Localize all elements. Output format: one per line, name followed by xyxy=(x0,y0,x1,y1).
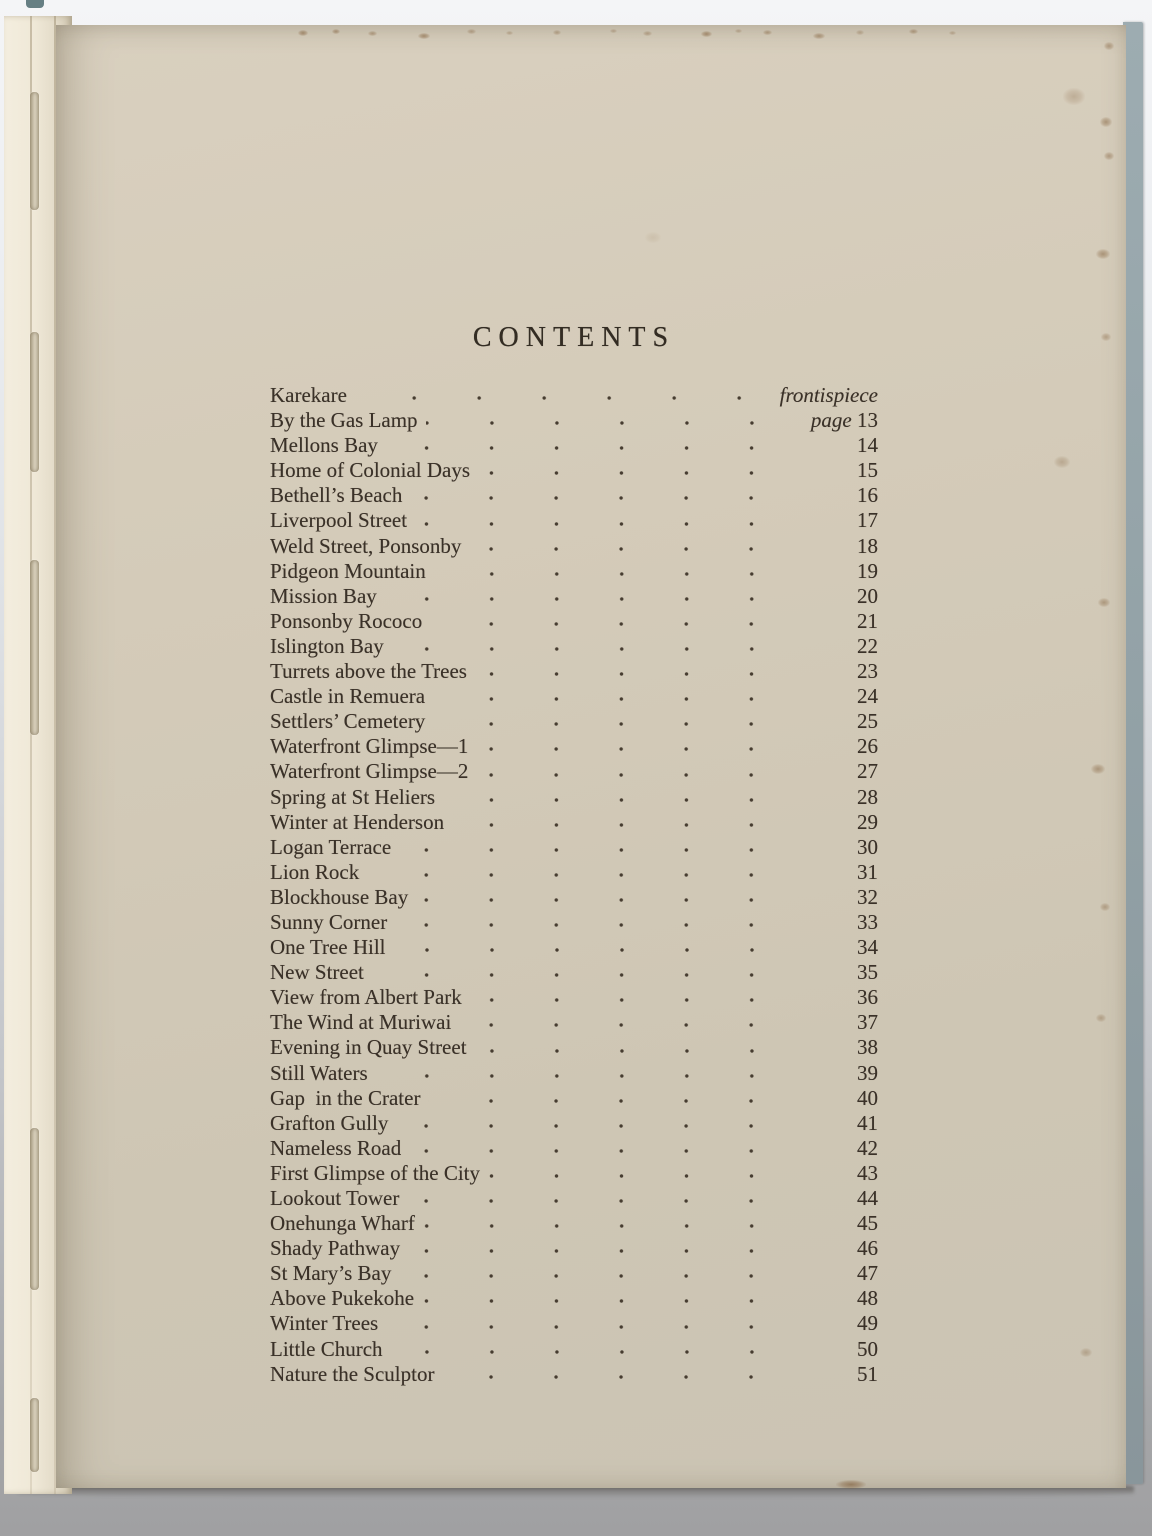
leader-dots xyxy=(392,634,786,659)
entry-page-number: 43 xyxy=(857,1160,878,1185)
entry-title: St Mary’s Bay xyxy=(270,1261,392,1286)
entry-page-number: 42 xyxy=(857,1135,878,1160)
cover-board-edge xyxy=(1123,22,1143,1484)
leader-dots xyxy=(391,1337,786,1362)
toc-row xyxy=(270,835,878,860)
entry-title: Onehunga Wharf xyxy=(270,1211,415,1236)
leader-dots xyxy=(430,609,786,634)
toc-row xyxy=(270,483,878,508)
entry-page-number: 29 xyxy=(857,809,878,834)
entry-title: Above Pukekohe xyxy=(270,1286,415,1311)
toc-row xyxy=(270,759,878,784)
entry-page-number: 24 xyxy=(857,684,878,709)
entry-title: Spring at St Heliers xyxy=(270,784,436,809)
toc-row xyxy=(270,1010,878,1035)
toc-row xyxy=(270,383,878,408)
binding-stitch xyxy=(30,332,39,472)
binding-stitch xyxy=(30,1398,39,1472)
entry-title: Little Church xyxy=(270,1336,383,1361)
leader-dots xyxy=(433,684,786,709)
leader-dots xyxy=(395,910,786,935)
entry-title: Islington Bay xyxy=(270,633,384,658)
entry-title: Home of Colonial Days xyxy=(270,458,471,483)
entry-title: New Street xyxy=(270,960,364,985)
toc-row xyxy=(270,734,878,759)
leader-dots xyxy=(376,1061,786,1086)
leader-dots xyxy=(416,885,786,910)
toc-row xyxy=(270,534,878,559)
leader-dots xyxy=(476,759,786,784)
entry-title: Grafton Gully xyxy=(270,1110,389,1135)
leader-dots xyxy=(433,709,786,734)
toc-row xyxy=(270,785,878,810)
entry-page-number: 39 xyxy=(857,1060,878,1085)
entry-page-number: 23 xyxy=(857,659,878,684)
entry-title: Logan Terrace xyxy=(270,834,392,859)
toc-row xyxy=(270,960,878,985)
entry-title: Sunny Corner xyxy=(270,909,388,934)
toc-row xyxy=(270,559,878,584)
entry-page-number: 41 xyxy=(857,1110,878,1135)
toc-row xyxy=(270,1061,878,1086)
leader-dots xyxy=(452,810,786,835)
entry-title: Karekare xyxy=(270,383,347,407)
entry-page-number: 36 xyxy=(857,985,878,1010)
toc-row xyxy=(270,935,878,960)
leader-dots xyxy=(434,559,786,584)
entry-page-number: 47 xyxy=(857,1261,878,1286)
leader-dots xyxy=(469,534,786,559)
entry-title: Ponsonby Rococo xyxy=(270,608,423,633)
entry-title: Waterfront Glimpse—2 xyxy=(270,759,469,784)
entry-title: Turrets above the Trees xyxy=(270,659,467,684)
entry-title: Mellons Bay xyxy=(270,433,378,458)
entry-page-number: 14 xyxy=(857,433,878,458)
entry-page-number: 31 xyxy=(857,859,878,884)
leader-dots xyxy=(385,584,786,609)
entry-page-number: 33 xyxy=(857,909,878,934)
entry-page-number: 25 xyxy=(857,709,878,734)
leader-dots xyxy=(407,1186,786,1211)
entry-page-number: 17 xyxy=(857,508,878,533)
entry-page-number: 21 xyxy=(857,608,878,633)
entry-page-number: 34 xyxy=(857,935,878,960)
entry-page-number: 18 xyxy=(857,533,878,558)
entry-title: Lion Rock xyxy=(270,859,360,884)
toc-row xyxy=(270,1111,878,1136)
leader-dots xyxy=(459,1010,786,1035)
leader-dots xyxy=(409,1136,786,1161)
leader-dots xyxy=(422,1286,786,1311)
binding-stitch xyxy=(30,92,39,210)
entry-title: The Wind at Muriwai xyxy=(270,1010,452,1035)
toc-row xyxy=(270,860,878,885)
toc-row xyxy=(270,910,878,935)
leader-dots xyxy=(367,860,786,885)
entry-page-number: frontispiece xyxy=(779,383,878,407)
leader-dots xyxy=(470,985,786,1010)
leader-dots xyxy=(399,835,786,860)
leader-dots xyxy=(488,1161,786,1186)
entry-title: View from Albert Park xyxy=(270,985,462,1010)
leader-dots xyxy=(394,935,787,960)
toc-row xyxy=(270,1136,878,1161)
contents-block xyxy=(270,25,878,1488)
entry-page-number: 15 xyxy=(857,458,878,483)
leader-dots xyxy=(423,1211,786,1236)
leader-dots xyxy=(426,408,786,433)
toc-row xyxy=(270,1035,878,1060)
entry-title: Winter at Henderson xyxy=(270,809,445,834)
entry-title: Shady Pathway xyxy=(270,1236,401,1261)
leader-dots xyxy=(476,734,786,759)
entry-page-number: 22 xyxy=(857,633,878,658)
binding-stitch xyxy=(30,1128,39,1290)
entry-page-number: 30 xyxy=(857,834,878,859)
toc-row xyxy=(270,1311,878,1336)
leader-dots xyxy=(410,483,786,508)
entry-title: Blockhouse Bay xyxy=(270,884,409,909)
entry-title: Settlers’ Cemetery xyxy=(270,709,426,734)
leader-dots xyxy=(355,383,774,408)
toc-row xyxy=(270,408,878,433)
entry-title: By the Gas Lamp xyxy=(270,408,418,433)
entry-page-number: 40 xyxy=(857,1085,878,1110)
leader-dots xyxy=(442,1362,786,1387)
entry-page-number: 49 xyxy=(857,1311,878,1336)
leader-dots xyxy=(396,1111,786,1136)
entry-title: Waterfront Glimpse—1 xyxy=(270,734,469,759)
toc-row xyxy=(270,709,878,734)
entry-page-number: 37 xyxy=(857,1010,878,1035)
leader-dots xyxy=(386,433,786,458)
toc-row xyxy=(270,1236,878,1261)
toc-row xyxy=(270,1186,878,1211)
entry-title: Pidgeon Mountain xyxy=(270,558,426,583)
toc-row xyxy=(270,458,878,483)
binding-stitch xyxy=(30,560,39,735)
entry-page-number: 35 xyxy=(857,960,878,985)
leader-dots xyxy=(372,960,786,985)
toc-row xyxy=(270,1337,878,1362)
entry-page-number: 20 xyxy=(857,583,878,608)
entry-page-number: page 13 xyxy=(810,408,878,433)
toc-list xyxy=(270,383,878,1387)
toc-row xyxy=(270,584,878,609)
toc-row xyxy=(270,1161,878,1186)
entry-title: Lookout Tower xyxy=(270,1186,400,1210)
entry-title: Nature the Sculptor xyxy=(270,1361,435,1386)
entry-page-number: 32 xyxy=(857,884,878,909)
toc-row xyxy=(270,1086,878,1111)
toc-row xyxy=(270,634,878,659)
entry-page-number: 19 xyxy=(857,558,878,583)
toc-row xyxy=(270,609,878,634)
entry-title: Nameless Road xyxy=(270,1135,402,1160)
toc-row xyxy=(270,1211,878,1236)
leader-dots xyxy=(443,785,786,810)
cover-corner-speck xyxy=(26,0,44,8)
entry-title: Castle in Remuera xyxy=(270,684,426,709)
toc-row xyxy=(270,1362,878,1387)
entry-title: Still Waters xyxy=(270,1060,368,1085)
page-title: CONTENTS xyxy=(472,322,676,353)
entry-title: Evening in Quay Street xyxy=(270,1035,467,1060)
leader-dots xyxy=(386,1311,786,1336)
entry-page-number: 51 xyxy=(857,1361,878,1386)
toc-row xyxy=(270,1261,878,1286)
toc-row xyxy=(270,659,878,684)
leader-dots xyxy=(475,1035,786,1060)
book-page xyxy=(56,25,1126,1488)
entry-title: Bethell’s Beach xyxy=(270,483,403,508)
entry-page-number: 27 xyxy=(857,759,878,784)
entry-page-number: 16 xyxy=(857,483,878,508)
entry-title: Weld Street, Ponsonby xyxy=(270,533,462,558)
entry-page-number: 48 xyxy=(857,1286,878,1311)
page-word: page xyxy=(810,408,857,433)
leader-dots xyxy=(428,1086,786,1111)
leader-dots xyxy=(408,1236,786,1261)
leader-dots xyxy=(475,659,786,684)
leader-dots xyxy=(478,458,786,483)
toc-row xyxy=(270,885,878,910)
toc-row xyxy=(270,433,878,458)
entry-title: One Tree Hill xyxy=(270,935,386,960)
toc-row xyxy=(270,508,878,533)
toc-row xyxy=(270,684,878,709)
entry-page-number: 45 xyxy=(857,1211,878,1236)
entry-page-number: 28 xyxy=(857,784,878,809)
toc-row xyxy=(270,985,878,1010)
entry-page-number: 38 xyxy=(857,1035,878,1060)
entry-page-number: 46 xyxy=(857,1236,878,1261)
leader-dots xyxy=(415,508,786,533)
entry-page-number: 50 xyxy=(857,1336,878,1361)
entry-title: Gap in the Crater xyxy=(270,1085,421,1110)
entry-title: Liverpool Street xyxy=(270,508,408,533)
toc-row xyxy=(270,810,878,835)
toc-row xyxy=(270,1286,878,1311)
entry-page-number: 44 xyxy=(857,1186,878,1210)
leader-dots xyxy=(399,1261,786,1286)
entry-title: Winter Trees xyxy=(270,1311,379,1336)
entry-page-number: 26 xyxy=(857,734,878,759)
entry-title: Mission Bay xyxy=(270,583,377,608)
entry-title: First Glimpse of the City xyxy=(270,1160,480,1185)
